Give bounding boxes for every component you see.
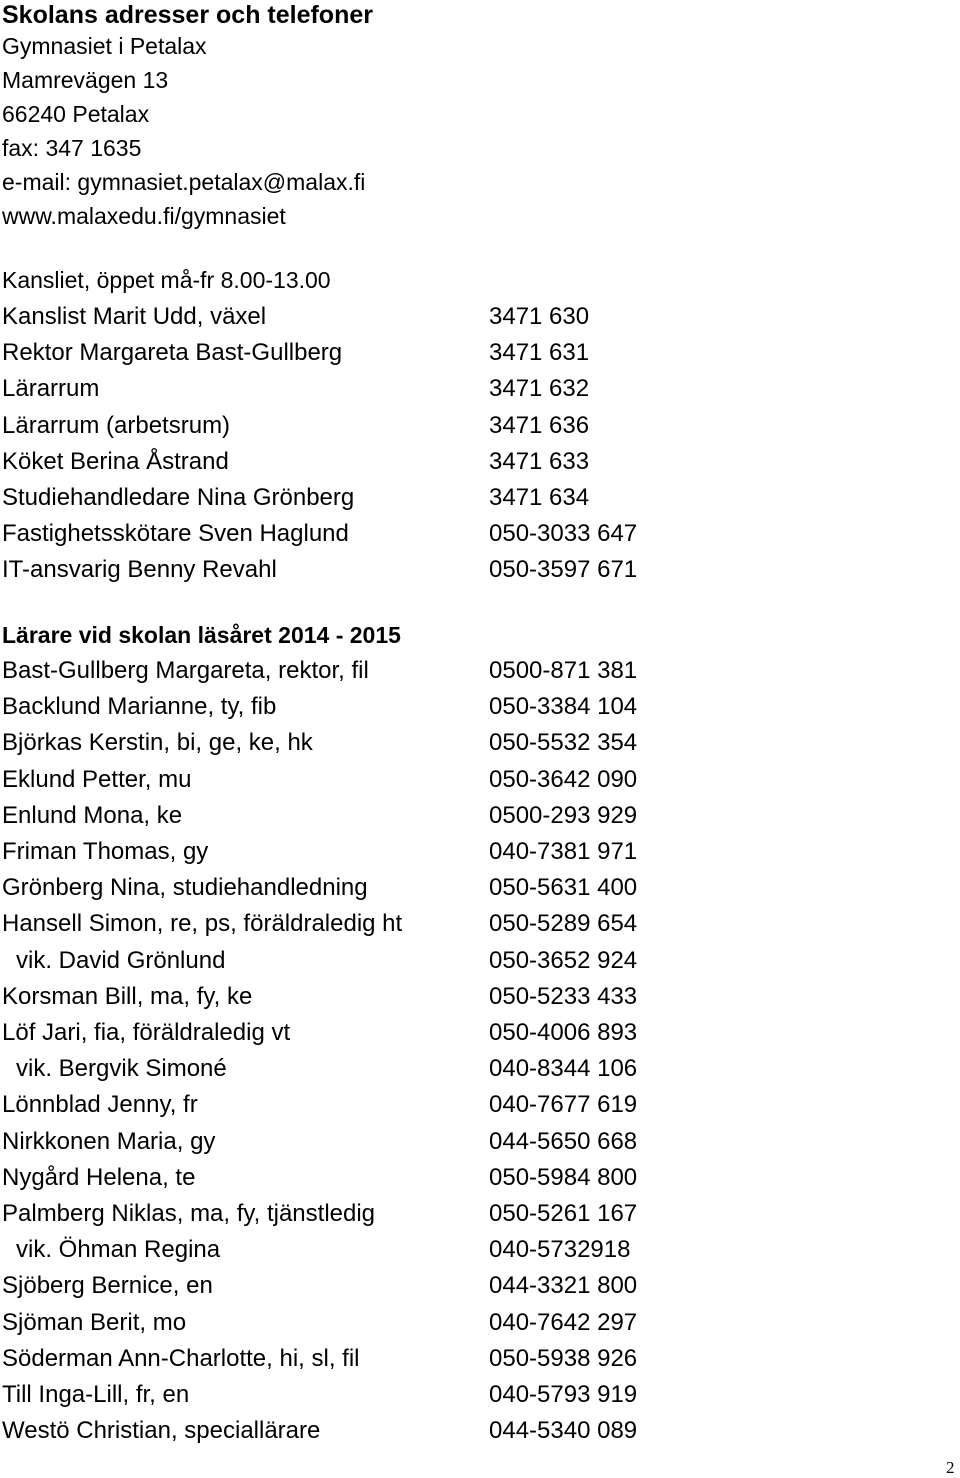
contact-row: [2, 690, 702, 724]
contact-row: [2, 944, 702, 978]
contact-phone: 050-5984 800: [489, 1163, 638, 1191]
contact-name: Palmberg Niklas, ma, fy, tjänstledig: [2, 1200, 376, 1227]
contact-phone: 3471 634: [489, 484, 590, 511]
contact-name: Enlund Mona, ke: [2, 801, 183, 829]
contact-row: [2, 1414, 702, 1448]
contact-name: Löf Jari, fia, föräldraledig vt: [2, 1019, 291, 1046]
contact-row: [2, 654, 702, 688]
website-address: www.malaxedu.fi/gymnasiet: [2, 203, 286, 229]
contact-row: [2, 409, 702, 443]
school-name: Gymnasiet i Petalax: [2, 33, 207, 59]
contact-phone: 050-5631 400: [489, 874, 638, 902]
contact-phone: 040-7642 297: [489, 1308, 638, 1336]
contact-phone: 050-3642 090: [489, 765, 638, 793]
contact-phone: 050-3033 647: [489, 520, 638, 548]
contact-name: Lärarrum (arbetsrum): [2, 411, 231, 439]
contact-phone: 3471 630: [489, 303, 590, 330]
contact-phone: 040-7381 971: [489, 838, 638, 865]
contact-row: [2, 1052, 702, 1086]
contact-row: [2, 980, 702, 1014]
contact-row: [2, 1197, 702, 1231]
contact-name: Rektor Margareta Bast-Gullberg: [2, 339, 343, 367]
contact-phone: 040-5793 919: [489, 1381, 638, 1408]
contact-phone: 050-4006 893: [489, 1019, 638, 1046]
contact-name: IT-ansvarig Benny Revahl: [2, 556, 277, 584]
contact-row: [2, 799, 702, 833]
contact-name: Sjöberg Bernice, en: [2, 1272, 213, 1300]
contact-name: Nirkkonen Maria, gy: [2, 1127, 216, 1155]
fax-number: fax: 347 1635: [2, 135, 142, 161]
street-address: Mamrevägen 13: [2, 67, 169, 93]
contact-phone: 050-5289 654: [489, 910, 638, 938]
contact-name: Backlund Marianne, ty, fib: [2, 693, 277, 721]
contact-phone: 0500-871 381: [489, 657, 638, 684]
contact-name: Eklund Petter, mu: [2, 765, 192, 793]
contact-row: [2, 481, 702, 515]
teachers-section-title: Lärare vid skolan läsåret 2014 - 2015: [2, 622, 401, 648]
contact-row: [2, 300, 702, 334]
contact-name: Nygård Helena, te: [2, 1163, 196, 1191]
email-address: e-mail: gymnasiet.petalax@malax.fi: [2, 169, 366, 195]
contact-row: [2, 1342, 702, 1376]
contact-name: vik. Bergvik Simoné: [16, 1055, 227, 1083]
contact-phone: 040-5732918: [489, 1236, 631, 1264]
contact-name: Korsman Bill, ma, fy, ke: [2, 982, 253, 1010]
contact-name: Sjöman Berit, mo: [2, 1308, 187, 1336]
contact-row: [2, 835, 702, 869]
contact-phone: 044-3321 800: [489, 1272, 638, 1300]
contact-name: Westö Christian, speciallärare: [2, 1417, 321, 1445]
contact-phone: 050-5532 354: [489, 729, 638, 757]
contact-phone: 050-3652 924: [489, 946, 638, 974]
contact-phone: 040-7677 619: [489, 1091, 638, 1119]
contact-row: [2, 1378, 702, 1412]
page-number: 2: [946, 1458, 955, 1477]
contact-row: [2, 726, 702, 760]
postal-address: 66240 Petalax: [2, 101, 150, 127]
contact-row: [2, 1088, 702, 1122]
contact-name: Söderman Ann-Charlotte, hi, sl, fil: [2, 1344, 360, 1372]
contact-row: [2, 372, 702, 406]
contact-phone: 3471 636: [489, 411, 590, 439]
contact-phone: 3471 631: [489, 339, 590, 367]
contact-phone: 3471 633: [489, 447, 590, 475]
contact-row: [2, 763, 702, 797]
contact-row: [2, 1233, 702, 1267]
contact-name: Lärarrum: [2, 375, 100, 403]
contact-phone: 050-3597 671: [489, 556, 638, 584]
contact-name: Till Inga-Lill, fr, en: [2, 1381, 190, 1408]
contact-phone: 044-5340 089: [489, 1417, 638, 1445]
contact-phone: 050-5261 167: [489, 1200, 638, 1227]
contact-phone: 050-5938 926: [489, 1344, 638, 1372]
contact-name: Lönnblad Jenny, fr: [2, 1091, 198, 1119]
contact-name: vik. David Grönlund: [16, 946, 226, 974]
contact-phone: 3471 632: [489, 375, 590, 403]
contact-row: [2, 336, 702, 370]
contact-name: Studiehandledare Nina Grönberg: [2, 484, 355, 511]
contact-row: [2, 553, 702, 587]
contact-phone: 050-5233 433: [489, 982, 638, 1010]
contact-name: Friman Thomas, gy: [2, 838, 209, 865]
page-title: Skolans adresser och telefoner: [2, 1, 373, 29]
contact-phone: 044-5650 668: [489, 1127, 638, 1155]
contact-row: [2, 1161, 702, 1195]
contact-row: [2, 445, 702, 479]
contact-name: Fastighetsskötare Sven Haglund: [2, 520, 349, 548]
contact-name: Kanslist Marit Udd, växel: [2, 303, 267, 330]
contact-row: [2, 1125, 702, 1159]
contact-phone: 040-8344 106: [489, 1055, 638, 1083]
contact-row: [2, 1016, 702, 1050]
contact-name: vik. Öhman Regina: [16, 1236, 221, 1264]
office-hours-title: Kansliet, öppet må-fr 8.00-13.00: [2, 267, 331, 293]
contact-row: [2, 871, 702, 905]
contact-name: Köket Berina Åstrand: [2, 447, 229, 475]
contact-name: Grönberg Nina, studiehandledning: [2, 874, 368, 902]
contact-row: [2, 517, 702, 551]
contact-name: Hansell Simon, re, ps, föräldraledig ht: [2, 910, 403, 938]
contact-phone: 050-3384 104: [489, 693, 638, 721]
contact-phone: 0500-293 929: [489, 801, 638, 829]
contact-row: [2, 1306, 702, 1340]
contact-name: Björkas Kerstin, bi, ge, ke, hk: [2, 729, 313, 757]
contact-row: [2, 1269, 702, 1303]
contact-name: Bast-Gullberg Margareta, rektor, fil: [2, 657, 369, 684]
contact-row: [2, 907, 702, 941]
